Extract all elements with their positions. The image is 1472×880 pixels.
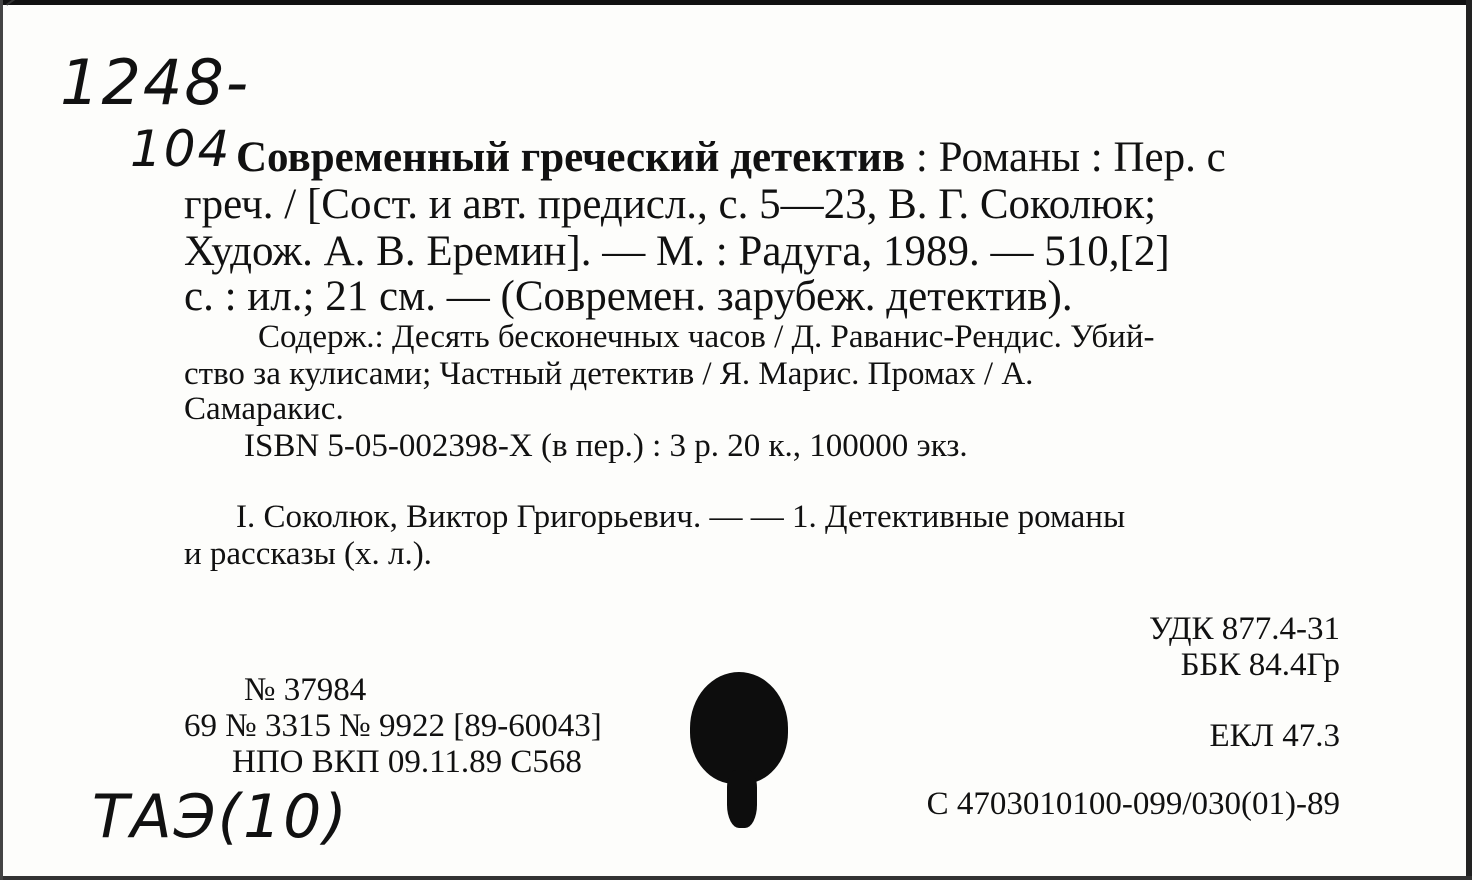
udk-code: УДК 877.4-31 — [1148, 611, 1340, 647]
contents-line3: Самаракис. — [184, 391, 344, 427]
card-left-edge — [0, 0, 3, 880]
shelf-mark: ТАЭ(10) — [92, 782, 349, 852]
card-top-edge — [0, 0, 1472, 5]
card-number: № 37984 — [244, 672, 367, 708]
entry-line2: греч. / [Сост. и авт. предисл., с. 5—23, В. Г. Соколюк; — [184, 181, 1157, 228]
entry-line4: с. : ил.; 21 см. — (Современ. зарубеж. детектив). — [184, 273, 1073, 320]
punch-hole-tail — [727, 770, 757, 828]
tracings-line1: I. Соколюк, Виктор Григорьевич. — — 1. Детективные романы — [236, 499, 1126, 535]
punch-hole — [690, 672, 788, 784]
call-number-line1: 1248- — [60, 46, 251, 119]
entry-line3: Худож. А. В. Еремин]. — М. : Радуга, 1989. — 510,[2] — [184, 228, 1170, 275]
tracings-line2: и рассказы (х. л.). — [184, 536, 432, 572]
entry-line1 — [236, 135, 1226, 181]
card-bottom-edge — [0, 876, 1472, 880]
order-number: 69 № 3315 № 9922 [89-60043] — [184, 708, 602, 744]
call-number-line2: 104 — [130, 120, 232, 178]
catalog-code: С 4703010100-099/030(01)-89 — [926, 786, 1340, 822]
book-title: Современный греческий детектив — [236, 134, 906, 181]
entry-line1-rest: : Романы : Пер. с — [905, 134, 1226, 181]
card-right-edge — [1466, 0, 1472, 880]
ekl-code: ЕКЛ 47.3 — [1209, 718, 1340, 754]
contents-line2: ство за кулисами; Частный детектив / Я. Марис. Промах / А. — [184, 356, 1034, 392]
bbk-code: ББК 84.4Гр — [1180, 647, 1340, 683]
printer-info: НПО ВКП 09.11.89 С568 — [232, 744, 582, 780]
isbn-line: ISBN 5-05-002398-X (в пер.) : 3 р. 20 к., 100000 экз. — [244, 428, 968, 464]
contents-line1: Содерж.: Десять бесконечных часов / Д. Раванис-Рендис. Убий- — [258, 319, 1155, 355]
